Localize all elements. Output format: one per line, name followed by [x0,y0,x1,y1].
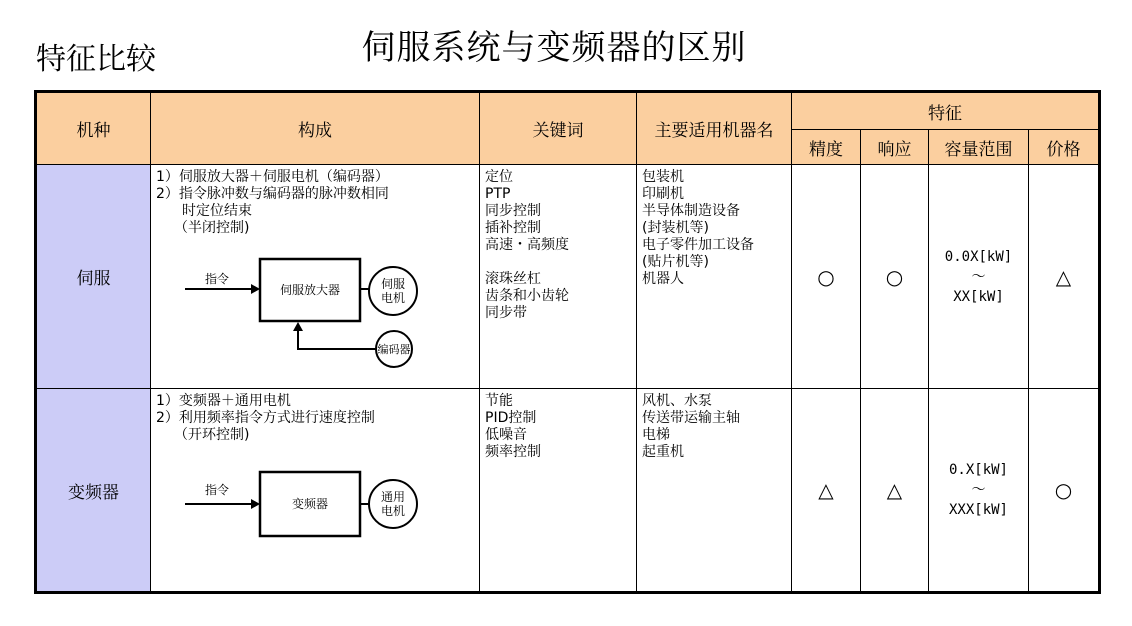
header-features: 特征 [792,92,1100,130]
keyword-item: 频率控制 [485,444,541,460]
keyword-item: 同步控制 [485,203,541,219]
keyword-item: 同步带 [485,305,527,321]
command-arrow [185,499,260,509]
capacity-min: 0.X[kW] [948,462,1008,478]
capacity-sep: ～ [971,482,986,498]
keyword-item: 齿条和小齿轮 [485,288,569,304]
page-title: 伺服系统与变频器的区别 [361,28,747,68]
machines-cell-inverter [637,389,792,593]
precision-servo: ○ [792,165,861,389]
machine-item: 机器人 [642,271,684,287]
inverter-block-diagram [181,468,421,550]
header-price: 价格 [1029,130,1100,165]
machine-item: 包装机 [642,169,684,185]
machines-cell-servo [637,165,792,389]
composition-line: 1）伺服放大器＋伺服电机（编码器） [156,169,389,185]
table-row-servo [36,165,1100,389]
machine-item: 电梯 [642,427,670,443]
machine-item: 印刷机 [642,186,684,202]
feedback-arrow [293,322,376,349]
response-servo: ○ [861,165,929,389]
composition-line: （开环控制) [174,427,250,443]
header-capacity: 容量范围 [929,130,1029,165]
row-type-servo: 伺服 [36,165,151,389]
comparison-table [34,90,1101,594]
machine-item: 传送带运输主轴 [642,410,740,426]
servo-block-diagram [181,251,421,373]
keyword-spacer [485,254,631,271]
keyword-item: 滚珠丝杠 [485,271,541,287]
command-label: 指令 [205,483,230,497]
machine-item: (封装机等) [642,220,709,236]
capacity-servo [929,165,1029,389]
header-type: 机种 [36,92,151,165]
table-row-inverter [36,389,1100,593]
general-motor-label-1: 通用 [380,490,406,504]
capacity-sep: ～ [971,268,986,285]
header-keywords: 关键词 [480,92,637,165]
price-servo: △ [1029,165,1100,389]
keyword-item: 插补控制 [485,220,541,236]
general-motor-label-2: 电机 [380,504,406,518]
keyword-item: 低噪音 [485,427,527,443]
capacity-max: XX[kW] [953,288,1004,305]
machine-item: 起重机 [642,444,684,460]
row-type-inverter: 变频器 [36,389,151,593]
composition-line: 2）指令脉冲数与编码器的脉冲数相同 [156,186,389,202]
response-inverter: △ [861,389,929,593]
machine-item: 半导体制造设备 [642,203,740,219]
keyword-item: PID控制 [485,410,537,426]
price-inverter: ○ [1029,389,1100,593]
keywords-cell-inverter [480,389,637,593]
servo-motor-label-2: 电机 [380,291,406,305]
encoder-label: 编码器 [377,343,411,356]
section-label: 特征比较 [36,42,156,77]
keyword-item: PTP [485,186,511,202]
keyword-item: 高速・高频度 [485,237,569,253]
machine-item: 风机、水泵 [642,393,712,409]
keyword-item: 定位 [485,169,513,185]
servo-amplifier-label: 伺服放大器 [279,283,341,297]
keyword-item: 节能 [485,393,513,409]
composition-cell-inverter [151,389,480,593]
header-response: 响应 [861,130,929,165]
servo-motor-label-1: 伺服 [380,277,406,291]
header-precision: 精度 [792,130,861,165]
composition-line: 时定位结束 [182,203,252,219]
capacity-inverter [929,389,1029,593]
capacity-max: XXX[kW] [948,502,1008,518]
precision-inverter: △ [792,389,861,593]
composition-line: 2）利用频率指令方式进行速度控制 [156,410,375,426]
inverter-label: 变频器 [291,497,329,511]
capacity-min: 0.0X[kW] [944,248,1013,265]
machine-item: 电子零件加工设备 [642,237,754,253]
header-machines: 主要适用机器名 [637,92,792,165]
command-label: 指令 [205,272,230,286]
composition-cell-servo [151,165,480,389]
composition-line: 1）变频器＋通用电机 [156,393,291,409]
machine-item: (贴片机等) [642,254,709,270]
keywords-cell-servo [480,165,637,389]
composition-line: （半闭控制) [174,220,250,236]
header-composition: 构成 [151,92,480,165]
